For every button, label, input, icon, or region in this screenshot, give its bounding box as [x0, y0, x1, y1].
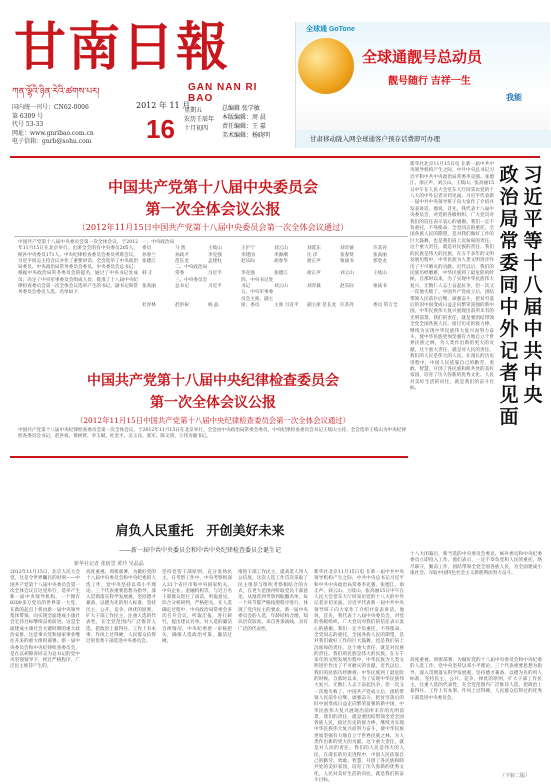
name-item: 马 凯 [175, 246, 186, 252]
pub-line: 第 6309 号 [12, 112, 44, 120]
name-item: 李源潮 [274, 252, 288, 258]
name-item: 副主席 范长龙 [307, 302, 337, 308]
masthead [0, 0, 550, 158]
communique2-title-line2: 第一次全体会议公报 [150, 395, 276, 411]
ad-wo-logo: 我能 [506, 92, 522, 102]
pub-line: 代号 53-33 [12, 121, 44, 128]
name-item: 胡春华 [274, 258, 288, 264]
advertisement-banner[interactable] [295, 22, 550, 148]
communique1-title-line1: 中国共产党第十八届中央委员会 [107, 178, 318, 196]
name-item: 王沪宁 [241, 246, 255, 252]
story-column-6: 高度重视、周密部署，为做好党的十八届中央委员会和中央纪委的人选工作，党中央坚持以邓小平理论、三个代表重要思想为指导，深入贯彻落实科学发展观，坚持德才兼备、以德为先的用人标准，坚持民主、公开、竞争、择优的原则，扩大干部工作民主，注重人选的代表性，在全党范围内广泛推荐人选，把政治上靠得住、工作上有本事、作风上过得硬、人民群众信得过的优秀干部选进中央委员会。 [410, 658, 542, 701]
divider [14, 236, 408, 237]
date-lunar: 农历壬辰年 [184, 116, 215, 123]
pub-line: 国内统一刊号：CN62-0006 [12, 104, 89, 111]
communique1-body: 中国共产党第十八届中央委员会第一次全体会议，于2012年11月15日在北京举行。出席全会的有中央委员205人，候补中央委员171人。中央纪律检查委员会委员列席会议。习近平同志主持会议并作了重要讲话。全会选举了中央政治局委员、中央政治局常务委员会委员、中央委员会总书记；根据中央政治局常务委员会的提名，通过了中央书记处成员；决定了中央军事委员会组成人员；批准了十八届中央纪律检查委员会第一次全体会议选举产生的书记、副书记和常务委员会委员人选。名单如下： [18, 240, 138, 296]
ad-ball-icon [298, 38, 354, 94]
name-item: 孙春兰 [142, 252, 156, 258]
name-item: 俞正声 [307, 258, 321, 264]
vertical-headline-b: 政治局常委同中外记者见面 [499, 164, 519, 428]
name-item: 汪 洋 [307, 252, 318, 258]
date-year-month: 2012 年 11 月 [136, 101, 191, 110]
communique1-subtitle: （2012年11月15日中国共产党第十八届中央委员会第一次全体会议通过） [77, 222, 349, 232]
story-column-1: 2012年11月15日，北京人民大会堂。这是令世界瞩目的时刻——中国共产党第十八届中央委员会第一次全体会议在这里举行，选举产生新一届中央领导机构。一个拥有8200多万党员的世界第一大党，在新的起点上将由新一届中央领导集体带领，向实现全面建成小康社会宏伟目标继续奋勇前进。这是全面建成小康社会关键时期的重大政治安排，这是事关党和国家事业继往开来的重大组织部署。新一届中央委员会和中央纪律检查委员会，是在以胡锦涛同志为总书记的党中央坚强领导下，经过严格程序、广泛民主推荐产生的。 [10, 570, 80, 670]
name-item: 许其亮 [373, 246, 387, 252]
right-article-body: 新华社北京11月15日电 在新一届中共中央领导机构产生之际，中共中央总书记习近平和中共中央政治局常委李克强、张德江、俞正声、刘云山、王岐山、张高丽15日中午在人民大会堂东大厅同采访党的十八大的中外记者亲切见面。习近平代表新一届中共中央领导班子向大家作了介绍并发表讲话。他说，首先，我代表十八届中央委员会，对党的各级组织、广大党员对我们的信任表示衷心的感谢。我们一定不负重托，不辱使命。全党同志的重托，全国各族人民的期望，是对我们做好工作的巨大鼓舞，也是我们肩上沉甸甸的责任。这个重大责任，就是对民族的责任。我们的民族是伟大的民族。在五千多年的文明发展历程中，中华民族为人类文明进步作出了不可磨灭的贡献。近代以后，我们的民族历经磨难，中华民族到了最危险的时候。自那时以来，为了实现中华民族伟大复兴，无数仁人志士奋起抗争，但一次又一次地失败了。中国共产党成立后，团结带领人民前仆后继、顽强奋斗，把贫穷落后的旧中国变成日益走向繁荣富强的新中国，中华民族伟大复兴展现出前所未有的光明前景。我们的责任，就是要团结带领全党全国各族人民，接过历史的接力棒，继续为实现中华民族伟大复兴而努力奋斗，使中华民族更加坚强有力地自立于世界民族之林，为人类作出新的更大的贡献。这个重大责任，就是对人民的责任。我们的人民是伟大的人民。在漫长的历史进程中，中国人民依靠自己的勤劳、勇敢、智慧，开创了各民族和睦共处的美好家园，培育了历久弥新的优秀文化。人民对美好生活的向往，就是我们的奋斗目标。 [410, 162, 494, 392]
communique2-subtitle: （2012年11月15日中国共产党第十八届中央纪律检查委员会第一次全体会议通过） [75, 416, 351, 425]
name-item: 李建国 [241, 252, 255, 258]
editor-line: 总编辑 张学敏 [222, 105, 260, 112]
name-item: 孟建柱 [208, 258, 222, 264]
right-continuation: 十八大闭幕后，新当选的中央委员会委员、候补委员和中央纪委委员立即投入工作。他们表示，一定不辜负党和人民的重托，恪尽职守，勤奋工作，团结带领全党全国各族人民，为全面建成小康社会、夺取中国特色社会主义新胜利而努力奋斗。 [410, 552, 542, 576]
communique1-name-list [142, 240, 406, 340]
tibetan-title: ཀན་ལྷོའི་ཉིན་རེའི་ཚགས་པར། [12, 87, 100, 97]
pub-line[interactable]: 网址：www.gnribao.com.cn [12, 129, 94, 137]
name-item: 习近平 [208, 271, 222, 277]
name-item: 五、中央军事委员会主席、副主席、委员 [241, 290, 274, 308]
ad-slogan-main: 全球通靓号总动员 [362, 49, 483, 66]
name-item: 习近平 [208, 284, 222, 290]
publication-info [12, 104, 132, 147]
editor-line: 美术编辑：杨晓明 [222, 132, 271, 139]
name-item: 俞正声 [307, 271, 321, 277]
ad-slogan-sub: 靓号随行 吉祥一生 [388, 76, 471, 87]
communique1-title-line2: 第一次全体会议公报 [145, 200, 281, 218]
name-item: 孙政才 [175, 252, 189, 258]
editor-line: 本版编辑：周 晨 [222, 114, 266, 121]
name-item: 刘奇葆 [340, 246, 354, 252]
name-item: 赵洪祝 [175, 302, 189, 308]
story-column-3: 坚持党管干部原则，充分发扬民主。在考察工作中，中央考察组深入31个省区市和中央国家机关、中央企业、金融机构等，与近万名干部群众进行了谈话，听取意见，综合分析研判，严格把关。在人选确定过程中，中央政治局常委会多次召开会议，听取汇报，进行研究，提出建议名单。对人选的廉洁自律情况，中央纪委逐一审核把关，确保人选政治可靠、廉洁过硬。 [162, 570, 232, 645]
name-item: 三、中央委员会总书记 [175, 277, 208, 290]
issue-date [132, 100, 222, 148]
name-item: 李克强 [208, 252, 222, 258]
name-item: 范长龙 [175, 258, 189, 264]
date-day: 16 [146, 114, 175, 144]
date-weekday-block [184, 106, 214, 133]
name-item: 王岐山 [373, 271, 387, 277]
name-item: 刘云山 [274, 284, 288, 290]
date-lunar-day: 十月初四 [184, 125, 209, 132]
story-column-5: 新华社北京11月15日电 在新一届中共中央领导机构产生之际，中共中央总书记习近平和中共中央政治局常委李克强、张德江、俞正声、刘云山、王岐山、张高丽15日中午在人民大会堂东大厅同采访党的十八大的中外记者亲切见面。习近平代表新一届中共中央领导班子向大家作了介绍并发表讲话。他说，首先，我代表十八届中央委员会，对党的各级组织、广大党员对我们的信任表示衷心的感谢。我们一定不负重托，不辱使命。全党同志的重托，全国各族人民的期望，是对我们做好工作的巨大鼓舞，也是我们肩上沉甸甸的责任。这个重大责任，就是对民族的责任。我们的民族是伟大的民族。在五千多年的文明发展历程中，中华民族为人类文明进步作出了不可磨灭的贡献。近代以后，我们的民族历经磨难，中华民族到了最危险的时候。自那时以来，为了实现中华民族伟大复兴，无数仁人志士奋起抗争，但一次又一次地失败了。中国共产党成立后，团结带领人民前仆后继、顽强奋斗，把贫穷落后的旧中国变成日益走向繁荣富强的新中国，中华民族伟大复兴展现出前所未有的光明前景。我们的责任，就是要团结带领全党全国各族人民，接过历史的接力棒，继续为实现中华民族伟大复兴而努力奋斗，使中华民族更加坚强有力地自立于世界民族之林，为人类作出新的更大的贡献。这个重大责任，就是对人民的责任。我们的人民是伟大的人民。在漫长的历史进程中，中国人民依靠自己的勤劳、勇敢、智慧，开创了各民族和睦共处的美好家园，培育了历久弥新的优秀文化。人民对美好生活的向往，就是我们的奋斗目标。 [314, 570, 404, 783]
name-item: 一、中央政治局委员 [142, 240, 175, 252]
name-item: 杜青林 [142, 302, 156, 308]
name-item: 二、中央政治局常委 [175, 265, 208, 277]
name-item: 许其亮 [340, 302, 354, 308]
name-item: 张德江 [274, 271, 288, 277]
vertical-headline-a: 习近平等十八届中共中央 [523, 164, 543, 406]
newspaper-logo: 甘南日報 [14, 17, 231, 78]
ad-bottom-text: 甘肃移动陇入网全球通客户预存话费即可办理 [296, 130, 551, 148]
story-headline: 肩负人民重托 开创美好未来 [115, 524, 285, 539]
name-item: 四、中央书记处书记 [241, 277, 274, 290]
name-item: 刘云山 [340, 271, 354, 277]
name-item: 刘云山 [274, 246, 288, 252]
ad-brand: 全球通 GoTone [306, 26, 355, 33]
name-item: 栗战书 [340, 258, 354, 264]
name-item: 王岐山 [208, 246, 222, 252]
name-item: 张春贤 [340, 252, 354, 258]
name-item: 张德江 [142, 258, 156, 264]
story-subhead: ——新一届中共中央委员会和中共中央纪律检查委员会诞生记 [118, 547, 281, 554]
date-weekday: 星期五 [184, 107, 203, 114]
communique2-title-line1: 中国共产党第十八届中央纪律检查委员会 [87, 373, 339, 389]
story-column-4: 推进干部工作民主，提高选人用人公信度。这次人选工作首次采取了民主推荐与组织考察相结合的方式，在更大范围内听取党员干部意见。从推荐到考察到酝酿名单，每一个环节都严格按照程序进行，体现了党内民主的要求。新一届中央委员会的人选，年龄结构合理，知识层次较高，来自各条战线，具有广泛的代表性。 [238, 570, 308, 632]
continued-notice: （下转二版） [500, 773, 531, 779]
name-item: 栗战书 [373, 284, 387, 290]
name-item: 张高丽 [142, 284, 156, 290]
story-byline: 新华社记者 张宿堂 黄玲 吴晶晶 [74, 561, 144, 567]
name-item: 李克强 [241, 271, 255, 277]
pub-line[interactable]: 电子信箱：gnrb@sohu.com [12, 138, 92, 145]
name-item: 韩 正 [142, 271, 153, 277]
section-divider [10, 456, 408, 458]
name-item: 委员 常万全 [373, 302, 398, 308]
pinyin-title: GAN NAN RI BAO [188, 82, 258, 104]
name-item: 郭金龙 [373, 258, 387, 264]
name-item: 主席 习近平 [274, 302, 299, 308]
right-column-article [410, 158, 550, 548]
name-item: 刘奇葆 [307, 284, 321, 290]
name-item: 杨 晶 [208, 302, 219, 308]
name-item: 赵乐际 [340, 284, 354, 290]
name-item: 赵乐际 [241, 258, 255, 264]
editor-line: 责任编辑：王 嘉 [222, 123, 266, 130]
communique2-body: 中国共产党第十八届中央纪律检查委员会第一次全体会议，于2012年11月15日在北京举行。全会由中央政治局常委会委员、中央纪律检查委员会书记王岐山主持。全会选举王岐山为中央纪律检查委员会书记，赵洪祝、黄树贤、李玉赋、杜金才、吴玉良、张军、陈文清、王伟为副书记。 [18, 428, 406, 440]
name-item: 张高丽 [373, 252, 387, 258]
name-item: 刘延东 [307, 246, 321, 252]
story-column-2: 高度重视、周密部署，为做好党的十八届中央委员会和中央纪委的人选工作，党中央坚持以邓小平理论、三个代表重要思想为指导，深入贯彻落实科学发展观，坚持德才兼备、以德为先的用人标准，坚持民主、公开、竞争、择优的原则，扩大干部工作民主，注重人选的代表性，在全党范围内广泛推荐人选，把政治上靠得住、工作上有本事、作风上过得硬、人民群众信得过的优秀干部选进中央委员会。 [86, 570, 156, 645]
